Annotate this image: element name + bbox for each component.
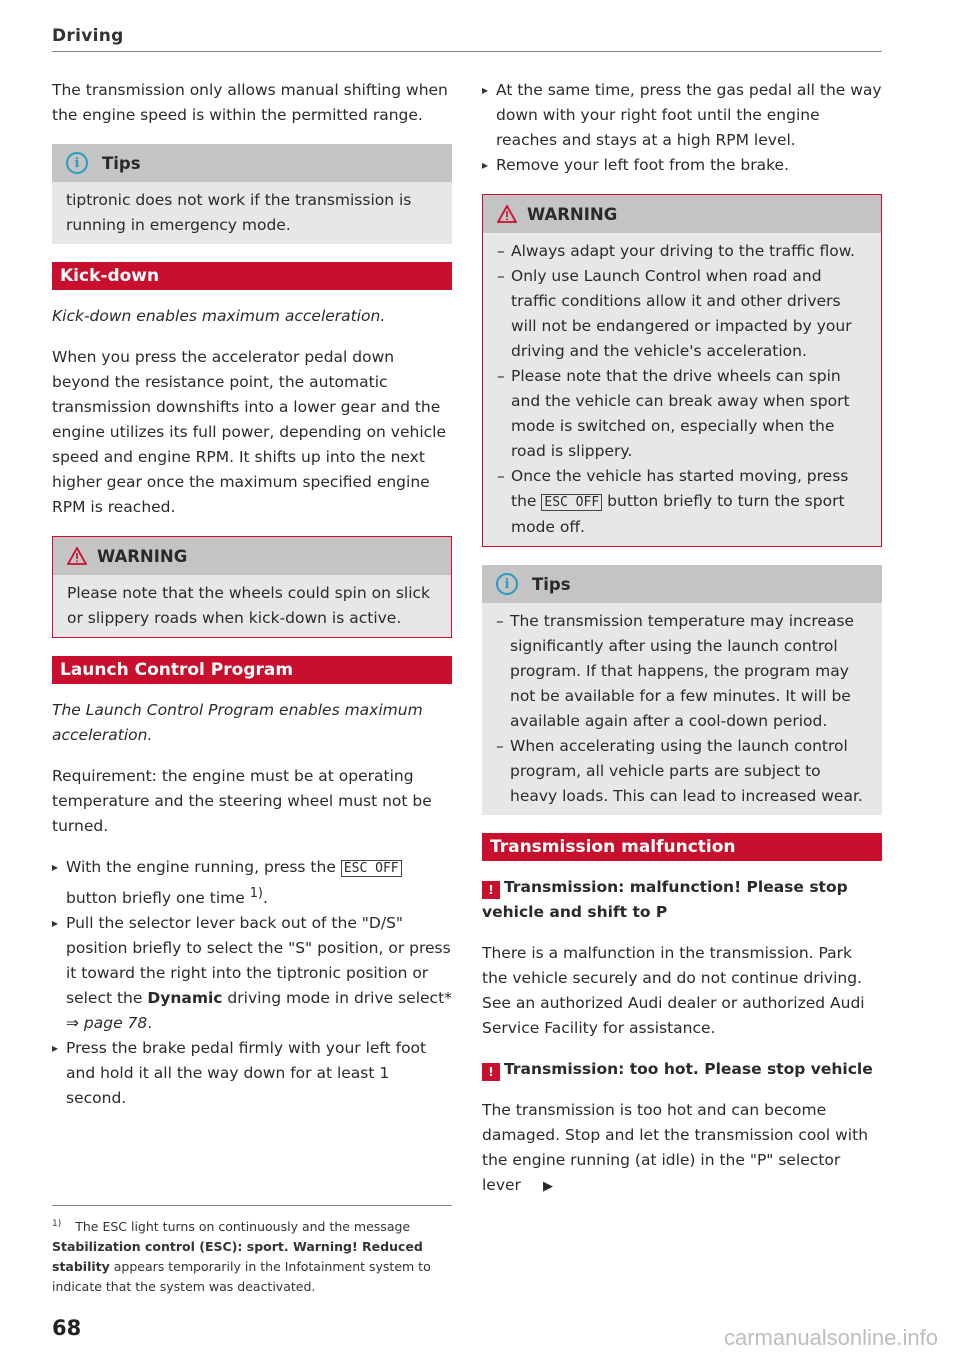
warning-triangle-icon (497, 205, 517, 223)
step-item (52, 855, 452, 911)
malfunction-heading: Transmission malfunction (482, 833, 882, 861)
warning-text: button briefly to turn the sport mode off. (511, 492, 845, 536)
footnote (52, 1214, 452, 1297)
left-column (52, 78, 452, 1127)
warning-item: – Only use Launch Control when road and traffic conditions allow it and other drivers will not be endangered or impacted by your driving and the vehicle's acceleration. (497, 264, 867, 364)
step-item: ▸ Remove your left foot from the brake. (482, 153, 882, 178)
tips-list (496, 609, 868, 809)
footnote-text: appears temporarily in the Infotainment system to indicate that the system was deactivated. (52, 1259, 431, 1295)
intro-paragraph: The transmission only allows manual shifting when the engine speed is within the permitted range. (52, 81, 448, 124)
page-header (52, 26, 882, 46)
tips-header (52, 144, 452, 182)
step-text: . (262, 889, 268, 908)
step-text: Pull the selector lever back out of the "D/S" position briefly to select the "S" position, or press it toward the right into the tiptronic position or select the (66, 914, 451, 1008)
warning-list (497, 239, 867, 540)
kickdown-body: When you press the accelerator pedal down beyond the resistance point, the automatic transmission downshifts into a lower gear and the engine utilizes its full power, depending on vehicle speed and engine RPM. It shifts up into the next higher gear once the maximum specified engine RPM is reached. (52, 348, 447, 516)
footnote-marker: 1) (52, 1219, 62, 1229)
footnote-bold: Stabilization control (ESC): sport. Warning! Reduced stability (52, 1239, 423, 1275)
warning-box (52, 536, 452, 638)
transmission-alert-icon: ! (482, 1063, 500, 1081)
warning-title: WARNING (97, 546, 188, 566)
alert-title-text: Transmission: malfunction! Please stop vehicle and shift to P (482, 878, 848, 921)
dynamic-mode-label: Dynamic (147, 989, 223, 1008)
alert-title-text: Transmission: too hot. Please stop vehicle (504, 1060, 873, 1078)
warning-item (497, 464, 867, 540)
warning-body: Please note that the wheels could spin on slick or slippery roads when kick-down is active. (67, 584, 431, 627)
step-item: ▸ At the same time, press the gas pedal all the way down with your right foot until the engine reaches and stays at a high RPM level. (482, 78, 882, 153)
alert-body-text: The transmission is too hot and can become damaged. Stop and let the transmission cool with the engine running (at idle) in the "P" selector lever (482, 1101, 869, 1194)
section-title: Driving (52, 26, 124, 46)
footnote-text: The ESC light turns on continuously and the message (75, 1219, 411, 1235)
step-text: . (147, 1014, 153, 1033)
watermark: carmanualsonline.info (723, 1325, 938, 1350)
info-icon: i (496, 573, 518, 595)
info-icon: i (66, 152, 88, 174)
warning-text: Once the vehicle has started moving, press the (511, 467, 849, 510)
launch-heading: Launch Control Program (52, 656, 452, 684)
kickdown-heading: Kick-down (52, 262, 452, 290)
tips-box (52, 144, 452, 244)
continue-arrow-icon: ▶ (542, 1179, 553, 1194)
page-number: 68 (52, 1316, 82, 1340)
launch-steps (52, 855, 452, 1111)
step-item: ▸ Press the brake pedal firmly with your left foot and hold it all the way down for at least 1 second. (52, 1036, 452, 1111)
alert-malfunction-body: There is a malfunction in the transmission. Park the vehicle securely and do not continue driving. See an authorized Audi dealer or authorized Audi Service Facility for assistance. (482, 944, 865, 1037)
footnote-divider (52, 1205, 452, 1206)
right-column (482, 78, 882, 1199)
warning-item: – Always adapt your driving to the traffic flow. (497, 239, 867, 264)
tips-box (482, 565, 882, 815)
tips-title: Tips (532, 574, 571, 594)
tips-header (482, 565, 882, 603)
alert-hot-title (482, 1057, 882, 1082)
esc-off-key: ESC OFF (541, 494, 602, 511)
esc-off-key: ESC OFF (341, 860, 402, 877)
footnote-ref: 1) (249, 886, 263, 901)
header-divider (52, 51, 882, 52)
step-item (52, 911, 452, 1036)
step-text: With the engine running, press the (66, 858, 336, 876)
warning-body (483, 233, 881, 546)
warning-header (53, 537, 451, 575)
alert-hot-body (482, 1098, 882, 1199)
tips-body: tiptronic does not work if the transmission is running in emergency mode. (66, 191, 412, 234)
launch-subtitle: The Launch Control Program enables maximum acceleration. (52, 701, 423, 744)
tips-title: Tips (102, 153, 141, 173)
kickdown-subtitle: Kick-down enables maximum acceleration. (52, 307, 386, 325)
launch-steps-continued (482, 78, 882, 178)
warning-box (482, 194, 882, 547)
warning-title: WARNING (527, 204, 618, 224)
tips-item: – The transmission temperature may increase significantly after using the launch control program. If that happens, the program may not be available for a few minutes. It will be available again after a cool-down period. (496, 609, 868, 734)
tips-body (482, 603, 882, 815)
transmission-alert-icon: ! (482, 881, 500, 899)
step-text: button briefly one time (66, 889, 245, 908)
page-reference-link[interactable]: ⇒ page 78 (66, 1014, 148, 1033)
step-text: driving mode in drive select* (227, 989, 452, 1008)
warning-header (483, 195, 881, 233)
tips-item: – When accelerating using the launch control program, all vehicle parts are subject to heavy loads. This can lead to increased wear. (496, 734, 868, 809)
warning-triangle-icon (67, 547, 87, 565)
launch-requirement: Requirement: the engine must be at operating temperature and the steering wheel must not be turned. (52, 767, 432, 835)
warning-item: – Please note that the drive wheels can spin and the vehicle can break away when sport mode is switched on, especially when the road is slippery. (497, 364, 867, 464)
alert-malfunction-title (482, 875, 882, 925)
